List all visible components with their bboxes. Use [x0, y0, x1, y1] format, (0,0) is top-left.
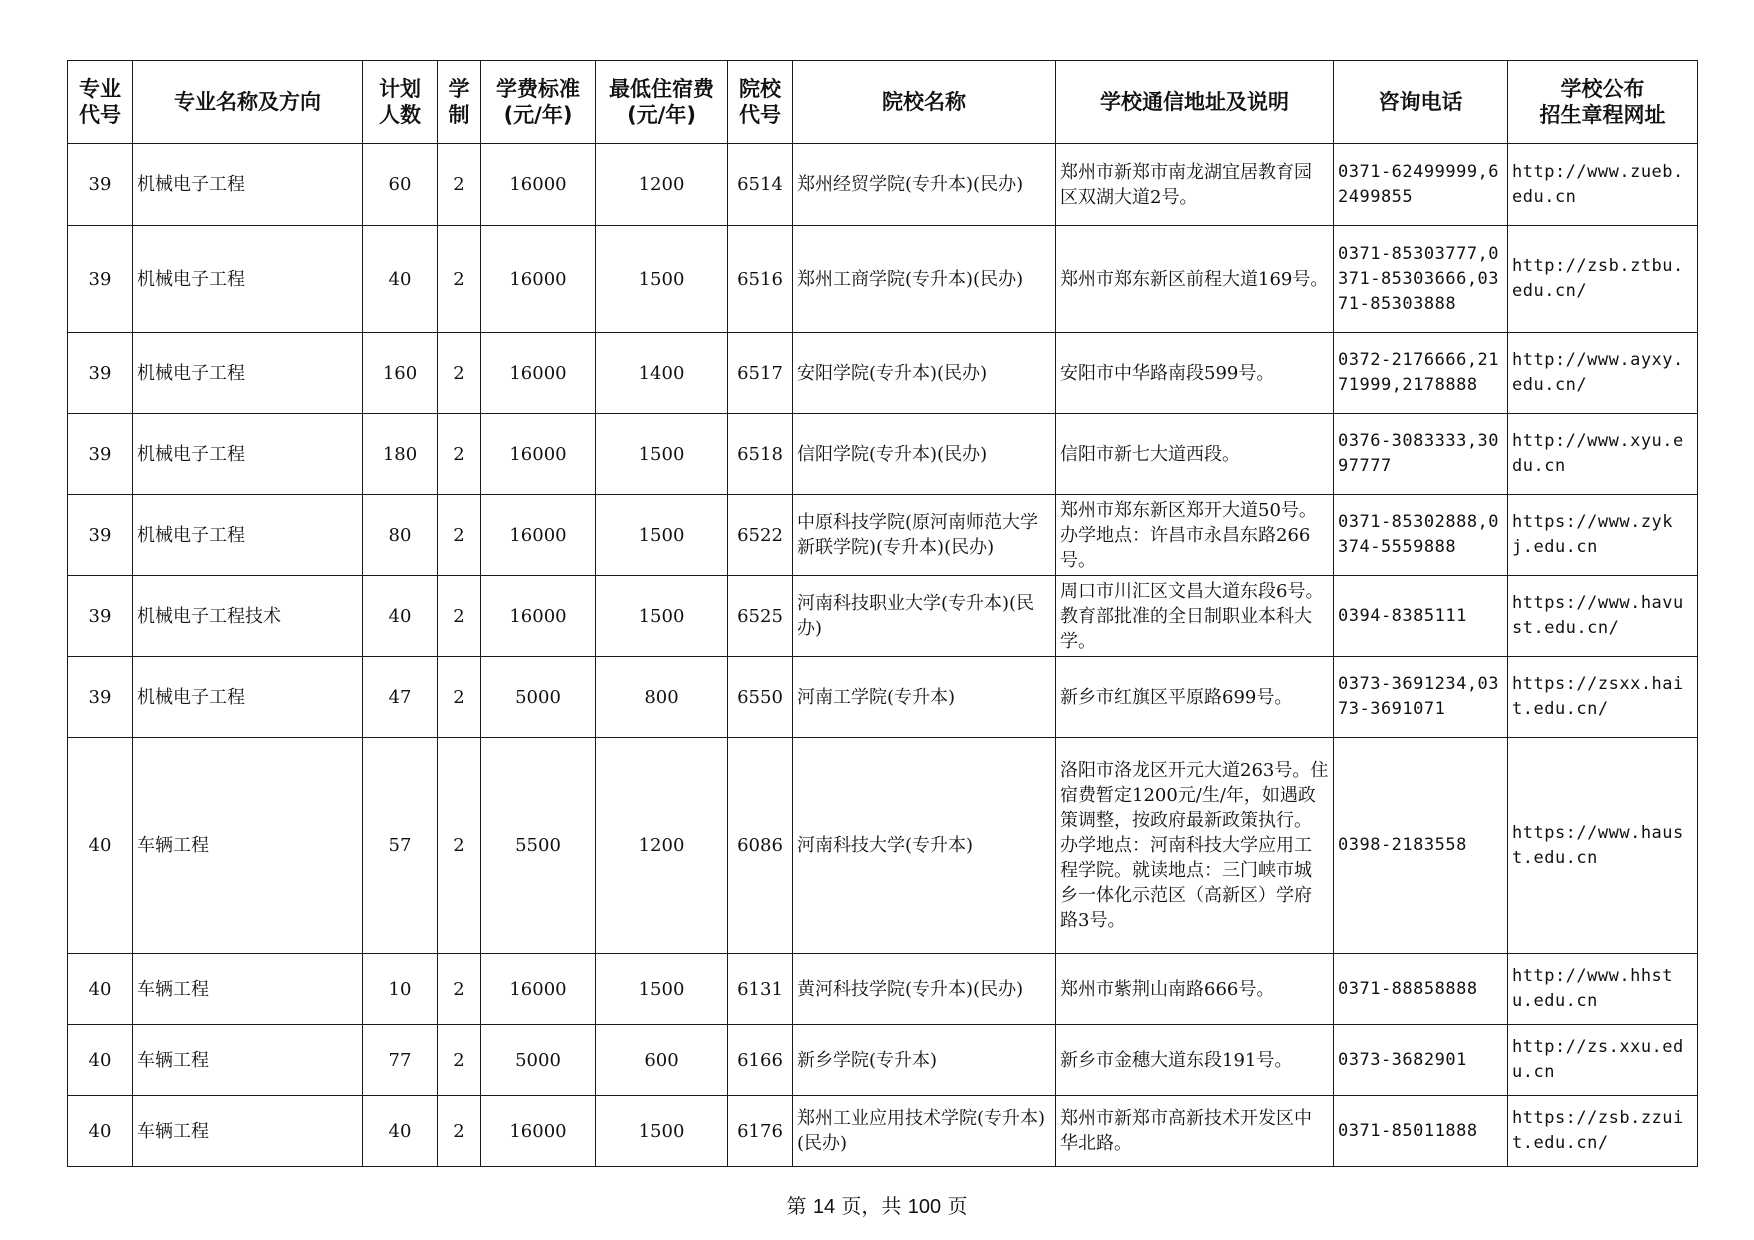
page-footer: [0, 1190, 1754, 1219]
cell-school-name: 郑州工商学院(专升本)(民办): [793, 226, 1056, 333]
cell-phone: 0371-85011888: [1334, 1096, 1508, 1167]
header-years: 学 制: [438, 61, 481, 144]
cell-website[interactable]: https://www.havust.edu.cn/: [1508, 576, 1698, 657]
cell-school-name: 中原科技学院(原河南师范大学新联学院)(专升本)(民办): [793, 495, 1056, 576]
cell-website[interactable]: http://www.ayxy.edu.cn/: [1508, 333, 1698, 414]
cell-tuition: 5000: [481, 657, 596, 738]
cell-address: 安阳市中华路南段599号。: [1056, 333, 1334, 414]
cell-major: 车辆工程: [133, 954, 363, 1025]
cell-code: 39: [68, 576, 133, 657]
admissions-table: [67, 60, 1698, 1167]
table-row: [68, 576, 1698, 657]
cell-phone: 0373-3682901: [1334, 1025, 1508, 1096]
cell-school-name: 郑州工业应用技术学院(专升本)(民办): [793, 1096, 1056, 1167]
cell-code: 39: [68, 226, 133, 333]
cell-years: 2: [438, 495, 481, 576]
table-row: [68, 144, 1698, 226]
cell-years: 2: [438, 576, 481, 657]
cell-school-name: 信阳学院(专升本)(民办): [793, 414, 1056, 495]
cell-phone: 0372-2176666,2171999,2178888: [1334, 333, 1508, 414]
cell-code: 39: [68, 657, 133, 738]
cell-address: 周口市川汇区文昌大道东段6号。教育部批准的全日制职业本科大学。: [1056, 576, 1334, 657]
cell-code: 39: [68, 144, 133, 226]
cell-tuition: 5000: [481, 1025, 596, 1096]
cell-years: 2: [438, 954, 481, 1025]
cell-major: 机械电子工程: [133, 657, 363, 738]
cell-dorm: 1500: [596, 495, 728, 576]
cell-address: 新乡市金穗大道东段191号。: [1056, 1025, 1334, 1096]
header-plan: 计划 人数: [363, 61, 438, 144]
table-row: [68, 954, 1698, 1025]
footer-mid: 页，共: [835, 1194, 908, 1218]
table-row: [68, 333, 1698, 414]
cell-school-name: 新乡学院(专升本): [793, 1025, 1056, 1096]
cell-tuition: 16000: [481, 576, 596, 657]
cell-code: 40: [68, 954, 133, 1025]
cell-school-code: 6166: [728, 1025, 793, 1096]
cell-code: 40: [68, 1025, 133, 1096]
cell-tuition: 16000: [481, 954, 596, 1025]
cell-website[interactable]: http://zsb.ztbu.edu.cn/: [1508, 226, 1698, 333]
cell-tuition: 16000: [481, 226, 596, 333]
cell-school-name: 河南科技大学(专升本): [793, 738, 1056, 954]
cell-tuition: 16000: [481, 144, 596, 226]
cell-major: 机械电子工程技术: [133, 576, 363, 657]
cell-years: 2: [438, 657, 481, 738]
cell-school-name: 河南工学院(专升本): [793, 657, 1056, 738]
cell-tuition: 16000: [481, 1096, 596, 1167]
table-row: [68, 657, 1698, 738]
cell-school-name: 郑州经贸学院(专升本)(民办): [793, 144, 1056, 226]
cell-years: 2: [438, 414, 481, 495]
cell-tuition: 16000: [481, 414, 596, 495]
cell-tuition: 5500: [481, 738, 596, 954]
table-row: [68, 1025, 1698, 1096]
cell-address: 新乡市红旗区平原路699号。: [1056, 657, 1334, 738]
cell-plan: 40: [363, 576, 438, 657]
cell-major: 机械电子工程: [133, 333, 363, 414]
cell-code: 39: [68, 414, 133, 495]
header-code: 专业 代号: [68, 61, 133, 144]
cell-plan: 180: [363, 414, 438, 495]
header-phone: 咨询电话: [1334, 61, 1508, 144]
cell-address: 郑州市新郑市南龙湖宜居教育园区双湖大道2号。: [1056, 144, 1334, 226]
cell-plan: 160: [363, 333, 438, 414]
cell-website[interactable]: https://zsxx.hait.edu.cn/: [1508, 657, 1698, 738]
page-number: 14: [812, 1196, 836, 1218]
header-school-code: 院校 代号: [728, 61, 793, 144]
cell-address: 洛阳市洛龙区开元大道263号。住宿费暂定1200元/生/年，如遇政策调整，按政府最新政策执行。办学地点：河南科技大学应用工程学院。就读地点：三门峡市城乡一体化示范区（高新区）学府路3号。: [1056, 738, 1334, 954]
cell-website[interactable]: https://www.zykj.edu.cn: [1508, 495, 1698, 576]
cell-years: 2: [438, 226, 481, 333]
cell-phone: 0371-88858888: [1334, 954, 1508, 1025]
cell-address: 郑州市郑东新区郑开大道50号。办学地点：许昌市永昌东路266号。: [1056, 495, 1334, 576]
cell-major: 车辆工程: [133, 1096, 363, 1167]
cell-plan: 77: [363, 1025, 438, 1096]
cell-dorm: 1400: [596, 333, 728, 414]
cell-tuition: 16000: [481, 333, 596, 414]
cell-years: 2: [438, 1025, 481, 1096]
header-website: 学校公布 招生章程网址: [1508, 61, 1698, 144]
cell-major: 车辆工程: [133, 1025, 363, 1096]
page-total: 100: [907, 1196, 942, 1218]
cell-website[interactable]: https://zsb.zzuit.edu.cn/: [1508, 1096, 1698, 1167]
cell-major: 车辆工程: [133, 738, 363, 954]
cell-address: 郑州市新郑市高新技术开发区中华北路。: [1056, 1096, 1334, 1167]
cell-school-code: 6525: [728, 576, 793, 657]
header-tuition: 学费标准 (元/年): [481, 61, 596, 144]
header-dorm: 最低住宿费 (元/年): [596, 61, 728, 144]
cell-dorm: 1500: [596, 576, 728, 657]
cell-school-code: 6517: [728, 333, 793, 414]
cell-dorm: 800: [596, 657, 728, 738]
table-row: [68, 414, 1698, 495]
cell-school-code: 6522: [728, 495, 793, 576]
cell-phone: 0373-3691234,0373-3691071: [1334, 657, 1508, 738]
cell-address: 信阳市新七大道西段。: [1056, 414, 1334, 495]
cell-major: 机械电子工程: [133, 414, 363, 495]
cell-website[interactable]: https://www.haust.edu.cn: [1508, 738, 1698, 954]
cell-years: 2: [438, 738, 481, 954]
cell-code: 40: [68, 738, 133, 954]
cell-major: 机械电子工程: [133, 144, 363, 226]
cell-dorm: 1200: [596, 738, 728, 954]
cell-phone: 0371-85302888,0374-5559888: [1334, 495, 1508, 576]
cell-tuition: 16000: [481, 495, 596, 576]
header-major: 专业名称及方向: [133, 61, 363, 144]
cell-website[interactable]: http://www.zueb.edu.cn: [1508, 144, 1698, 226]
cell-dorm: 1500: [596, 414, 728, 495]
cell-dorm: 1200: [596, 144, 728, 226]
cell-plan: 47: [363, 657, 438, 738]
footer-suffix: 页: [941, 1194, 968, 1218]
cell-phone: 0376-3083333,3097777: [1334, 414, 1508, 495]
cell-website[interactable]: http://zs.xxu.edu.cn: [1508, 1025, 1698, 1096]
cell-phone: 0394-8385111: [1334, 576, 1508, 657]
cell-dorm: 1500: [596, 1096, 728, 1167]
cell-dorm: 1500: [596, 954, 728, 1025]
header-row: [68, 61, 1698, 144]
cell-website[interactable]: http://www.hhstu.edu.cn: [1508, 954, 1698, 1025]
cell-school-name: 安阳学院(专升本)(民办): [793, 333, 1056, 414]
cell-phone: 0371-62499999,62499855: [1334, 144, 1508, 226]
cell-school-code: 6086: [728, 738, 793, 954]
table-row: [68, 226, 1698, 333]
cell-school-name: 黄河科技学院(专升本)(民办): [793, 954, 1056, 1025]
cell-school-code: 6131: [728, 954, 793, 1025]
cell-code: 39: [68, 495, 133, 576]
cell-phone: 0398-2183558: [1334, 738, 1508, 954]
cell-plan: 60: [363, 144, 438, 226]
cell-school-code: 6176: [728, 1096, 793, 1167]
cell-phone: 0371-85303777,0371-85303666,0371-85303888: [1334, 226, 1508, 333]
header-address: 学校通信地址及说明: [1056, 61, 1334, 144]
cell-plan: 57: [363, 738, 438, 954]
cell-website[interactable]: http://www.xyu.edu.cn: [1508, 414, 1698, 495]
cell-dorm: 600: [596, 1025, 728, 1096]
cell-code: 40: [68, 1096, 133, 1167]
table-row: [68, 495, 1698, 576]
cell-major: 机械电子工程: [133, 495, 363, 576]
cell-address: 郑州市郑东新区前程大道169号。: [1056, 226, 1334, 333]
cell-address: 郑州市紫荆山南路666号。: [1056, 954, 1334, 1025]
cell-plan: 40: [363, 1096, 438, 1167]
cell-school-code: 6518: [728, 414, 793, 495]
cell-school-code: 6514: [728, 144, 793, 226]
header-school-name: 院校名称: [793, 61, 1056, 144]
cell-plan: 40: [363, 226, 438, 333]
cell-school-code: 6550: [728, 657, 793, 738]
cell-years: 2: [438, 144, 481, 226]
table-row: [68, 1096, 1698, 1167]
cell-school-code: 6516: [728, 226, 793, 333]
footer-prefix: 第: [786, 1194, 813, 1218]
cell-years: 2: [438, 333, 481, 414]
cell-major: 机械电子工程: [133, 226, 363, 333]
cell-dorm: 1500: [596, 226, 728, 333]
cell-school-name: 河南科技职业大学(专升本)(民办): [793, 576, 1056, 657]
cell-plan: 80: [363, 495, 438, 576]
cell-plan: 10: [363, 954, 438, 1025]
cell-code: 39: [68, 333, 133, 414]
table-row: [68, 738, 1698, 954]
cell-years: 2: [438, 1096, 481, 1167]
